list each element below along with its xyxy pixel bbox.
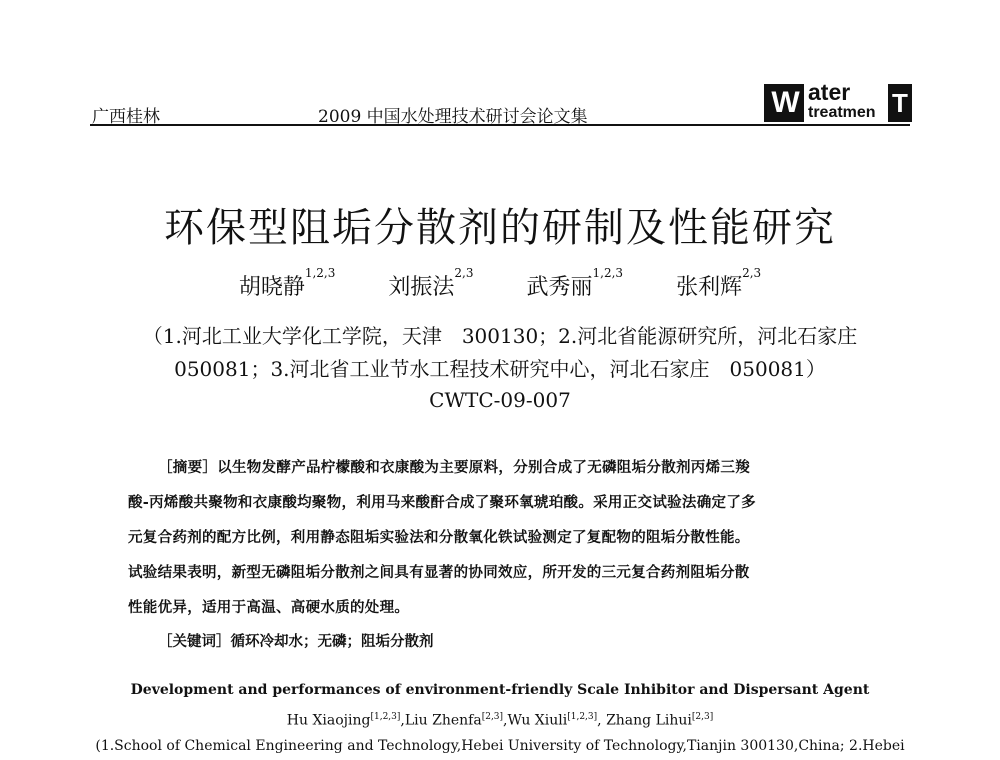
abstract-line: 酸-丙烯酸共聚物和衣康酸均聚物，利用马来酸酐合成了聚环氧琥珀酸。采用正交试验法确定了多	[128, 495, 756, 511]
paper-title: 环保型阻垢分散剂的研制及性能研究	[164, 205, 836, 251]
english-author-affil-mark: [1,2,3]	[370, 712, 401, 722]
english-author: Hu Xiaojing	[286, 712, 371, 729]
abstract-line: 试验结果表明，新型无磷阻垢分散剂之间具有显著的协同效应，所开发的三元复合药剂阻垢分散	[128, 565, 750, 581]
english-author-affil-mark: [2,3]	[691, 712, 714, 722]
author	[676, 266, 762, 300]
english-author-list: Hu Xiaojing[1,2,3],Liu Zhenfa[2,3],Wu Xiuli[1,2,3], Zhang Lihui[2,3]	[286, 712, 714, 729]
logo-line1: ater	[808, 79, 851, 105]
author-name: 张利辉	[676, 275, 743, 300]
logo-box: T	[888, 84, 912, 122]
affiliation-line: 050081；3.河北省工业节水工程技术研究中心，河北石家庄 050081）	[174, 357, 826, 381]
header-proceedings-title: 2009 中国水处理技术研讨会论文集	[318, 107, 588, 127]
logo-mark: W	[764, 84, 804, 122]
author-name: 刘振法	[388, 275, 455, 300]
header-rule	[90, 124, 910, 126]
logo-line2: treatmen	[808, 104, 876, 121]
english-affiliation: (1.School of Chemical Engineering and Technology,Hebei University of Technology,Tianjin 300130,China; 2.Hebei	[95, 738, 905, 754]
author-affil-mark: 1,2,3	[592, 266, 624, 280]
english-author-affil-mark: [1,2,3]	[567, 712, 598, 722]
author-list	[0, 266, 1000, 301]
affiliation-line: （1.河北工业大学化工学院，天津 300130；2.河北省能源研究所，河北石家庄	[142, 324, 858, 348]
english-author: Liu Zhenfa	[404, 712, 482, 729]
english-title: Development and performances of environment-friendly Scale Inhibitor and Dispersant Agent	[130, 682, 870, 698]
english-author-affil-mark: [2,3]	[481, 712, 504, 722]
english-author: Zhang Lihui	[606, 712, 692, 729]
keywords: ［关键词］循环冷却水；无磷；阻垢分散剂	[158, 634, 434, 650]
abstract-line: 元复合药剂的配方比例，利用静态阻垢实验法和分散氧化铁试验测定了复配物的阻垢分散性能。	[128, 530, 750, 546]
author	[238, 266, 336, 300]
author-name: 武秀丽	[526, 275, 593, 300]
author	[526, 266, 624, 300]
abstract-line: ［摘要］以生物发酵产品柠檬酸和衣康酸为主要原料，分别合成了无磷阻垢分散剂丙烯三羧	[158, 460, 750, 476]
author-affil-mark: 2,3	[742, 266, 762, 280]
author-affil-mark: 1,2,3	[304, 266, 336, 280]
paper-code: CWTC-09-007	[429, 388, 571, 412]
author	[388, 266, 474, 300]
journal-logo	[764, 80, 912, 124]
abstract-line: 性能优异，适用于高温、高硬水质的处理。	[128, 600, 410, 616]
author-affil-mark: 2,3	[454, 266, 474, 280]
author-name: 胡晓静	[238, 275, 305, 300]
header-location: 广西桂林	[92, 107, 160, 127]
english-author: Wu Xiuli	[507, 712, 568, 729]
